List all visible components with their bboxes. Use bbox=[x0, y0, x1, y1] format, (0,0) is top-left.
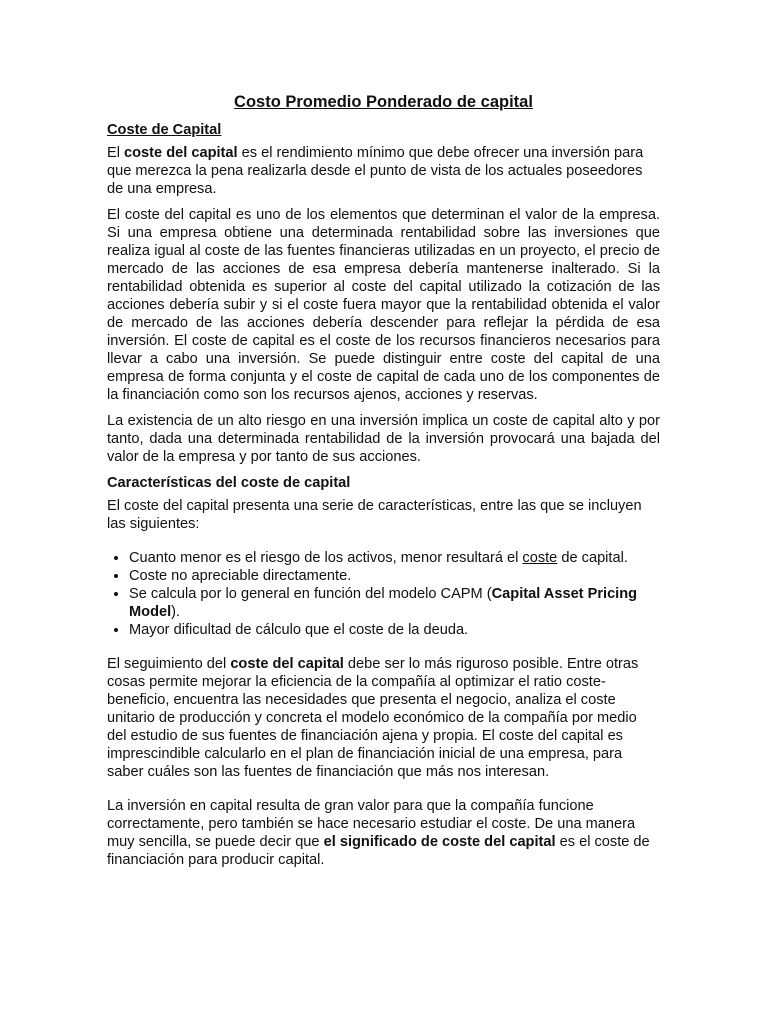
paragraph-inversion-post: es el coste de financiación para producir capital. bbox=[107, 834, 650, 868]
paragraph-inversion-bold: el significado de coste del capital bbox=[323, 834, 556, 850]
coste-link[interactable]: coste bbox=[522, 550, 558, 566]
paragraph-seguimiento-bold: coste del capital bbox=[230, 656, 344, 672]
document-title: Costo Promedio Ponderado de capital bbox=[234, 93, 533, 111]
list-item bbox=[129, 585, 660, 621]
list-item-text-pre: Cuanto menor es el riesgo de los activos, menor resultará el bbox=[129, 550, 523, 566]
list-item-text-post: ). bbox=[171, 604, 181, 620]
list-item: • Mayor dificultad de cálculo que el coste de la deuda. bbox=[129, 621, 660, 639]
paragraph-riesgo: La existencia de un alto riesgo en una inversión implica un coste de capital alto y por tanto, dada una determinada rentabilidad de la inversión provocará una bajada del valor de la empresa y por tanto de sus acciones. bbox=[107, 413, 660, 465]
paragraph-seguimiento-post: debe ser lo más riguroso posible. Entre otras cosas permite mejorar la eficiencia de la compañía al optimizar el ratio coste-beneficio, encuentra las necesidades que presenta el negocio, analiza el coste unitario de producción y concreta el modelo económico de la compañía por medio del estudio de sus fuentes de financiación ajena y propia. El coste del capital es imprescindible calcularlo en el plan de financiación inicial de una empresa, para saber cuáles son las fuentes de financiación que más nos interesan. bbox=[107, 656, 639, 780]
paragraph-caracteristicas-intro: El coste del capital presenta una serie de características, entre las que se incluyen las siguientes: bbox=[107, 498, 642, 532]
capm-term: Capital Asset Pricing Model bbox=[129, 586, 638, 620]
document-page bbox=[107, 92, 660, 877]
paragraph-inversion bbox=[107, 797, 660, 869]
paragraph-definition bbox=[107, 144, 660, 198]
characteristics-list bbox=[107, 549, 660, 639]
paragraph-seguimiento-pre: El seguimiento del bbox=[107, 656, 231, 672]
section-heading-caracteristicas: Características del coste de capital bbox=[107, 475, 351, 491]
paragraph-definition-bold: coste del capital bbox=[124, 145, 238, 161]
paragraph-valor-empresa: El coste del capital es uno de los elementos que determinan el valor de la empresa. Si una empresa obtiene una determinada rentabilidad sobre las inversiones que realiza igual al coste de las fuentes financieras utilizadas en un proyecto, el precio de mercado de las acciones de esa empresa debería mantenerse inalterado. Si la rentabilidad obtenida es superior al coste del capital utilizado la cotización de las acciones debería subir y si el coste fuera mayor que la rentabilidad obtenida el valor de mercado de las acciones debería descender para reflejar la pérdida de esa inversión. El coste de capital es el coste de los recursos financieros necesarios para llevar a cabo una inversión. Se puede distinguir entre coste del capital de una empresa de forma conjunta y el coste de capital de cada uno de los componentes de la financiación como son los recursos ajenos, acciones y reservas. bbox=[107, 207, 660, 403]
list-item-text-post: de capital. bbox=[557, 550, 628, 566]
list-item: • Coste no apreciable directamente. bbox=[129, 567, 660, 585]
list-item-text-pre: Se calcula por lo general en función del modelo CAPM ( bbox=[129, 586, 492, 602]
section-heading-coste-de-capital: Coste de Capital bbox=[107, 122, 222, 138]
paragraph-inversion-pre: La inversión en capital resulta de gran valor para que la compañía funcione correctamente, pero también se hace necesario estudiar el coste. De una manera muy sencilla, se puede decir que bbox=[107, 798, 636, 850]
paragraph-seguimiento bbox=[107, 655, 660, 781]
list-item bbox=[129, 549, 660, 567]
paragraph-definition-pre: El bbox=[107, 145, 125, 161]
paragraph-definition-post: es el rendimiento mínimo que debe ofrecer una inversión para que merezca la pena realizarla desde el punto de vista de los actuales poseedores de una empresa. bbox=[107, 145, 644, 197]
